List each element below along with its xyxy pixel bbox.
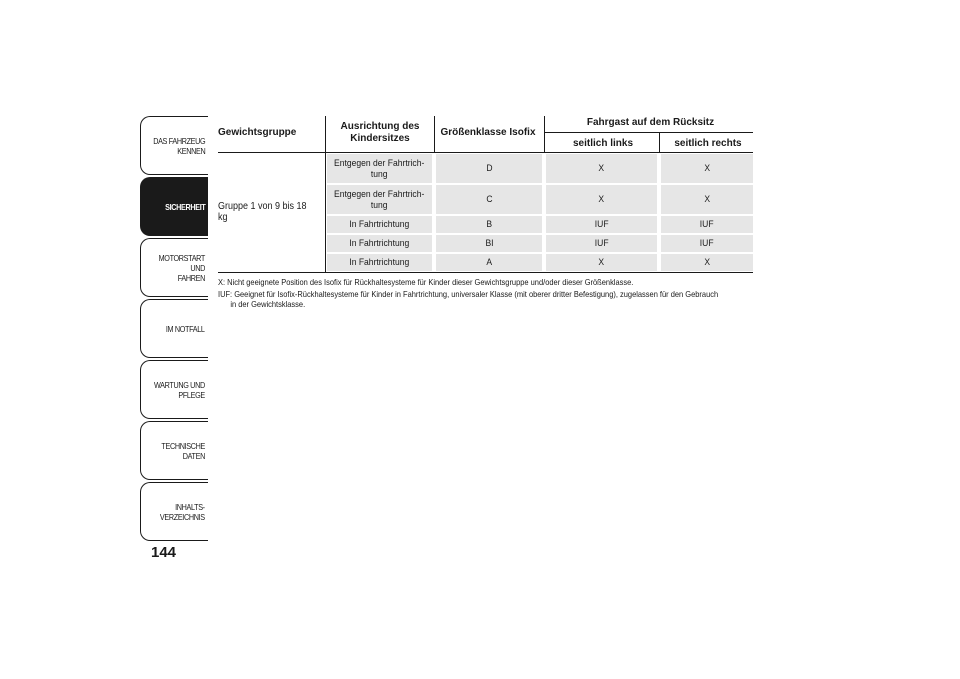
tab-das-fahrzeug-kennen[interactable] <box>140 116 208 175</box>
divider <box>544 132 753 133</box>
cell-left: X <box>546 154 657 183</box>
cell-size: B <box>436 216 542 233</box>
weight-group-label: Gruppe 1 von 9 bis 18 kg <box>218 201 307 223</box>
cell-size: A <box>436 254 542 271</box>
divider <box>544 116 545 152</box>
tab-label: DAS FAHRZEUG KENNEN <box>152 135 205 156</box>
cell-orientation: In Fahrtrichtung <box>327 235 432 252</box>
header-passenger: Fahrgast auf dem Rücksitz <box>586 117 715 128</box>
cell-right: X <box>661 185 753 214</box>
cell-orientation: In Fahrtrichtung <box>327 254 432 271</box>
header-weight-group: Gewichtsgruppe <box>218 127 297 138</box>
header-size-class: Größenklasse Isofix <box>440 127 536 138</box>
header-left: seitlich links <box>572 138 634 149</box>
divider <box>434 116 435 152</box>
tab-label: IM NOTFALL <box>166 323 205 334</box>
cell-left: X <box>546 185 657 214</box>
cell-right: IUF <box>661 216 753 233</box>
cell-orientation: Entgegen der Fahrtrich- tung <box>327 185 432 214</box>
cell-left: IUF <box>546 235 657 252</box>
cell-left: X <box>546 254 657 271</box>
tab-label: SICHERHEIT <box>164 201 205 212</box>
cell-right: X <box>661 154 753 183</box>
footnote-x: X: Nicht geeignete Position des Isofix für Rückhaltesysteme für Kinder dieser Gewichtsgruppe und/oder dieser Größenklasse. <box>218 277 634 287</box>
cell-size: D <box>436 154 542 183</box>
footnote-iuf: IUF: Geeignet für Isofix-Rückhaltesysteme für Kinder in Fahrtrichtung, universaler Klasse (mit oberer dritter Befestigung), zugelassen für den Gebrauch in der Gewichtsklasse. <box>218 289 719 309</box>
header-right: seitlich rechts <box>674 138 742 149</box>
header-orientation: Ausrichtung des Kindersitzes <box>340 121 420 144</box>
tab-label: INHALTS- VERZEICHNIS <box>160 501 205 522</box>
divider <box>325 116 326 272</box>
tab-motorstart-und-fahren[interactable] <box>140 238 208 297</box>
cell-right: IUF <box>661 235 753 252</box>
tab-wartung-und-pflege[interactable] <box>140 360 208 419</box>
tab-label: WARTUNG UND PFLEGE <box>154 379 205 400</box>
cell-size: C <box>436 185 542 214</box>
divider <box>659 133 660 152</box>
tab-label: TECHNISCHE DATEN <box>161 440 205 461</box>
cell-right: X <box>661 254 753 271</box>
cell-orientation: Entgegen der Fahrtrich- tung <box>327 154 432 183</box>
page-number: 144 <box>151 544 177 561</box>
tab-label: MOTORSTART UND FAHREN <box>158 252 205 283</box>
cell-orientation: In Fahrtrichtung <box>327 216 432 233</box>
tab-technische-daten[interactable] <box>140 421 208 480</box>
cell-size: BI <box>436 235 542 252</box>
tab-im-notfall[interactable] <box>140 299 208 358</box>
tab-inhaltsverzeichnis[interactable] <box>140 482 208 541</box>
tab-sicherheit[interactable] <box>140 177 208 236</box>
divider <box>218 272 753 273</box>
cell-left: IUF <box>546 216 657 233</box>
